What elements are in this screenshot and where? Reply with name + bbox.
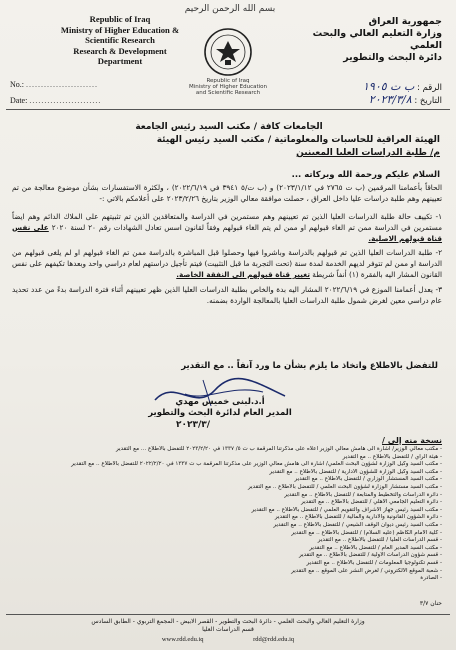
header-en-line: Scientific Research bbox=[85, 35, 155, 45]
decision-item bbox=[12, 285, 442, 307]
date-dots: ........................ bbox=[29, 96, 102, 105]
footer-website-link[interactable]: www.rdd.edu.iq bbox=[161, 636, 204, 643]
header-english bbox=[40, 14, 200, 67]
item-emphasis: على نفس قناة قبولهم الاصلية. bbox=[12, 222, 442, 243]
footer-email-link[interactable]: rdd@rdd.edu.iq bbox=[253, 636, 295, 643]
address-line: الهيئة العراقية للحاسبات والمعلوماتية / مكتب السيد رئيس الهيئة bbox=[156, 135, 440, 145]
number-field-en bbox=[10, 80, 98, 89]
copy-recipient: - مكتب السيد وكيل الوزارة لشؤون البحث العلمي/ اشارة الى هامش معالي الوزير على مذكرتنا المرقمة ب ت ١٣٣٧ في ٢٠٢٢/٢/٢٠ للتفضل بالاطلاع .. مع التقدير bbox=[71, 461, 442, 468]
header-ar-line: دائرة البحث والتطوير bbox=[343, 52, 442, 63]
signatory-name: أ.د.لبنى خميس مهدي bbox=[175, 397, 265, 407]
copy-recipient: - مكتب السيد وكيل الوزارة للشؤون الادارية / للتفضل بالاطلاع .. مع التقدير bbox=[269, 468, 442, 475]
address-line: الجامعات كافة / مكتب السيد رئيس الجامعة bbox=[135, 122, 323, 132]
copy-recipient: - قسم شؤون الدراسات الأولية / للتفضل بالاطلاع .. مع التقدير bbox=[298, 552, 442, 559]
ref-label: الرقم : bbox=[417, 83, 442, 93]
copy-recipient: - دائرة الدراسات والتخطيط والمتابعة / للتفضل بالاطلاع .. مع التقدير bbox=[284, 491, 442, 498]
copy-recipient: - مكتب السيد مستشار الوزارة لشؤون البحث العلمي / للتفضل بالاطلاع .. مع التقدير bbox=[247, 483, 442, 490]
greeting: السلام عليكم ورحمة الله وبركاته ... bbox=[291, 170, 440, 180]
ministry-seal-icon bbox=[203, 27, 253, 77]
ref-value: ب ت ١٩٠٥ bbox=[363, 80, 415, 93]
bismillah-text: بسم الله الرحمن الرحيم bbox=[184, 4, 276, 14]
copy-recipient: - دائرة التعليم الجامعي الاهلي / للتفضل بالاطلاع .. مع التقدير bbox=[301, 499, 442, 506]
copy-recipient: - مكتب السيد رئيس ديوان الوقف الشيعي / للتفضل بالاطلاع .. مع التقدير bbox=[273, 521, 442, 528]
signatory-title: المدير العام لدائرة البحث والتطوير bbox=[148, 408, 292, 418]
date-label: Date: bbox=[10, 96, 28, 105]
address-block bbox=[18, 121, 440, 160]
item-text: ٣- يعدل أعمامنا الموزع في ٢٠٢٢/٦/١٩ المشار اليه بدة والخاص بطلبة الدراسات العليا الذين ظهر تعيينهم أثناء فترة الدراسة بدءً من عدد تحديد عام دراسي معين لغرض شمول طلبة الدراسات العليا بالمعالجة الواردة بضمنه. bbox=[12, 284, 442, 305]
decision-item bbox=[12, 212, 442, 244]
date-field-en bbox=[10, 96, 101, 105]
header-en-line: Department bbox=[97, 56, 143, 66]
copy-recipient: - كلية الامام الكاظم (عليه السلام) / للتفضل بالاطلاع .. مع التقدير bbox=[291, 529, 442, 536]
footer-address bbox=[0, 618, 456, 634]
signatory-block bbox=[140, 397, 300, 419]
copy-recipient: - مكتب السيد المستشار الوزاري / للتفضل بالاطلاع .. مع التقدير bbox=[294, 476, 442, 483]
date-value-ar: ٢٠٢٣/٣/٨ bbox=[368, 93, 412, 106]
date-row-ar bbox=[363, 93, 442, 106]
header-arabic bbox=[282, 16, 442, 64]
header-en-line: Ministry of Higher Education & bbox=[60, 24, 180, 35]
copy-recipient: - قسم الدراسات العليا / للتفضل بالاطلاع .. مع التقدير bbox=[317, 537, 442, 544]
copy-recipient: - الصادرة bbox=[420, 575, 442, 582]
date-label-ar: التاريخ : bbox=[414, 96, 442, 106]
decision-items bbox=[12, 212, 442, 310]
header-divider bbox=[6, 109, 450, 110]
copies-title: نسخة منه إلى / bbox=[382, 436, 442, 445]
closing-line: للتفضل بالاطلاع واتخاذ ما يلزم بشأن ما ورد آنفاً .. مع التقدير bbox=[181, 361, 438, 371]
ref-row bbox=[363, 80, 442, 93]
footer-divider bbox=[6, 614, 450, 615]
copy-recipient: - شعبة الموقع الالكتروني / لغرض النشر على الموقع .. مع التقدير bbox=[291, 567, 442, 574]
seal-caption-line: Republic of Iraq bbox=[206, 78, 250, 84]
reference-arabic bbox=[363, 80, 442, 106]
body-paragraph: الحاقاً بأعمامنا المرقمين (ب ت ٢٧٦٥ في ٢٠٢٣/١/١٢) و (ب ت/٥ ٣٩٤١ في ٢٠٢٢/٦/١٩) ، ولكثرة الاستفسارات بشأن موضوع معالجة من تم تعيينهم وهم طلبة دراسات عليا داخل العراق ، حصلت موافقة معالي الوزير بتاريخ ٢٠٢٣/٢/٢٦ على أعلامكم بالاتي :- bbox=[12, 183, 442, 203]
header-ar-line: جمهورية العراق bbox=[368, 16, 442, 27]
copy-recipient: - هيئة الرأي / للتفضل بالاطلاع .. مع التقدير bbox=[342, 453, 442, 460]
seal-caption bbox=[185, 78, 271, 96]
copies-list bbox=[22, 446, 442, 583]
footer-line: قسم الدراسات العليا bbox=[202, 626, 254, 633]
number-label: No.: bbox=[10, 80, 24, 89]
footer-contacts bbox=[0, 636, 456, 643]
copy-recipient: - دائرة الشؤون القانونية والادارية والمالية / للتفضل بالاطلاع .. مع التقدير bbox=[274, 514, 442, 521]
copy-recipient: - مكتب السيد رئيس جهاز الاشراف والتقويم العلمي / للتفضل بالاطلاع .. مع التقدير bbox=[251, 506, 442, 513]
item-emphasis: تغيير قناة قبولهم الى النفقة الخاصة. bbox=[176, 269, 310, 279]
item-text: ٢- طلبة الدراسات العليا الذين تم قبولهم بالدراسة وباشروا فيها وحصلوا قبل المباشرة بالدراسة ممن تم الغاء قبولهم او لم يلغى قبولهم من الدراسة او ممن لم تتوفر لديهم الخدمة لمدة سنة (تحت التجربة ما قبل التثبيت) فيتم تأجيل دراستهم لعام دراسي واحد وبعدها تكيفهم على نفس القانون المشار اليه بالفقرة (١) أنفاً شريطة bbox=[12, 248, 442, 279]
number-dots: ........................ bbox=[26, 80, 98, 89]
item-text: ١- تكييف حالة طلبة الدراسات العليا الذين تم تعيينهم وهم مستمرين في الدراسة والمتعاقدين الذين تم تثبيتهم على الملاك الدائم وهم ايضاً مستمرين في الدراسة ممن تم الغاء قبولهم او ممن لم يتم الغاء قبولهم وفقاً لقانون اسس تعادل الشهادات رقم ٢٠ لسنة ٢٠٢٠ bbox=[12, 212, 442, 232]
copy-recipient: - مكتب السيد المدير العام / للتفضل بالاطلاع .. مع التقدير bbox=[309, 544, 442, 551]
header-en-line: Research & Development bbox=[73, 45, 167, 56]
header-ar-line: وزارة التعليم العالي والبحث العلمي bbox=[312, 28, 442, 51]
header-en-line: Republic of Iraq bbox=[89, 14, 151, 24]
footer-line: وزارة التعليم العالي والبحث العلمي - دائرة البحث والتطوير - القصر الابيض - المجمع التربوي - الطابق السادس bbox=[91, 618, 365, 625]
typist-initials: حنان ٣/٧ bbox=[419, 600, 442, 607]
seal-caption-line: Ministry of Higher Education and Scientific Research bbox=[188, 84, 268, 96]
copy-recipient: - قسم تكنولوجيا المعلومات / للتفضل بالاطلاع .. مع التقدير bbox=[306, 559, 442, 566]
decision-item bbox=[12, 248, 442, 280]
copy-recipient: - مكتب معالي الوزير/ اشارة الى هامش معالي الوزير اعلاه على مذكرتنا المرقمة ب ت ٥/ ١٣٣٧ في ٢٠٢٣/٢/٢٠ للتفضل بالاطلاع ... مع التقدير bbox=[115, 446, 442, 452]
subject-line: م/ طلبة الدراسات العليا المعينين bbox=[296, 148, 440, 158]
signatory-date: ٢٠٢٣/٣/ bbox=[176, 420, 211, 430]
